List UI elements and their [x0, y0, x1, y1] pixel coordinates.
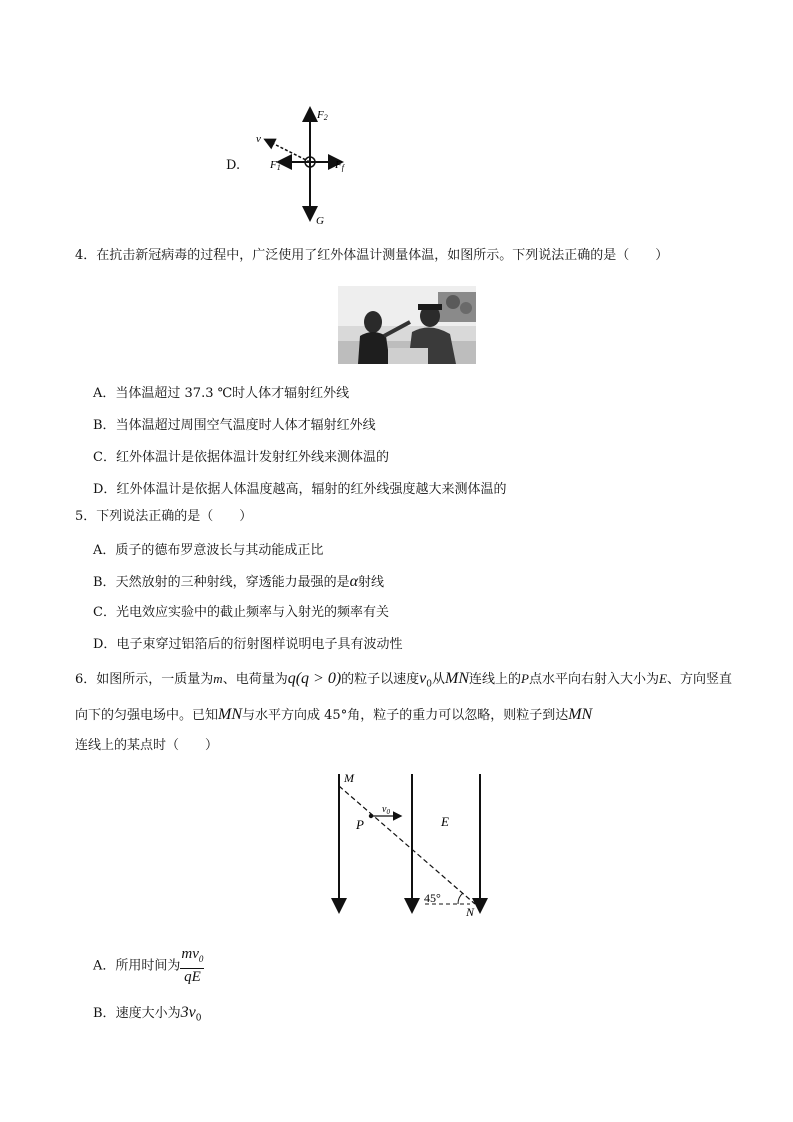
q6-option-a: A．所用时间为 $\frac{mv_0}{qE}$ — [93, 946, 204, 985]
label-p: P — [356, 817, 364, 832]
q4-option-b: B．当体温超过周围空气温度时人体才辐射红外线 — [93, 418, 376, 433]
q5-option-b: B．天然放射的三种射线，穿透能力最强的是α射线 — [93, 573, 384, 590]
q3-force-diagram — [250, 100, 360, 230]
q4-option-a: A．当体温超过 37.3 ℃时人体才辐射红外线 — [93, 386, 350, 401]
label-n: N — [466, 905, 475, 919]
q4-photo — [338, 286, 476, 364]
ff-label: Ff — [335, 159, 344, 172]
q3-option-d-label: D. — [226, 158, 241, 173]
q4-option-c: C．红外体温计是依据体温计发射红外线来测体温的 — [93, 450, 389, 465]
q5-option-c: C．光电效应实验中的截止频率与入射光的频率有关 — [93, 605, 389, 620]
g-label: G — [316, 215, 324, 227]
f1-label: F1 — [270, 159, 281, 172]
label-angle: 45° — [424, 891, 441, 905]
q4-option-d: D．红外体温计是依据人体温度越高，辐射的红外线强度越大来测体温的 — [93, 482, 507, 497]
v-label: v — [256, 133, 261, 145]
mn-line — [339, 786, 475, 904]
q6-field-diagram — [320, 768, 500, 920]
time-fraction: $\frac{mv_0}{qE}$ — [181, 946, 204, 985]
q5-stem: 5．下列说法正确的是（ ） — [75, 509, 253, 524]
f2-label: F2 — [317, 109, 328, 122]
q6-stem: 6．如图所示，一质量为m、电荷量为q(q > 0)的粒子以速度$v_0$从MN连线上的P点水平向右射入大小为E、方向竖直向下的匀强电场中。已知MN与水平方向成 45°角，粒子的重力可以忽略，则粒子到达MN连线上的某点时（ ） — [75, 670, 732, 753]
label-m: M — [344, 771, 354, 785]
q5-option-d: D．电子束穿过铝箔后的衍射图样说明电子具有波动性 — [93, 637, 403, 652]
angle-arc — [458, 893, 463, 904]
q5-option-a: A．质子的德布罗意波长与其动能成正比 — [93, 543, 324, 558]
q6-option-b: B．速度大小为$3v_0$ — [93, 1004, 202, 1024]
q4-stem: 4．在抗击新冠病毒的过程中，广泛使用了红外体温计测量体温，如图所示。下列说法正确的是（ ） — [75, 248, 669, 263]
label-e: E — [441, 814, 449, 829]
label-v0: $v_0$ — [382, 804, 390, 816]
